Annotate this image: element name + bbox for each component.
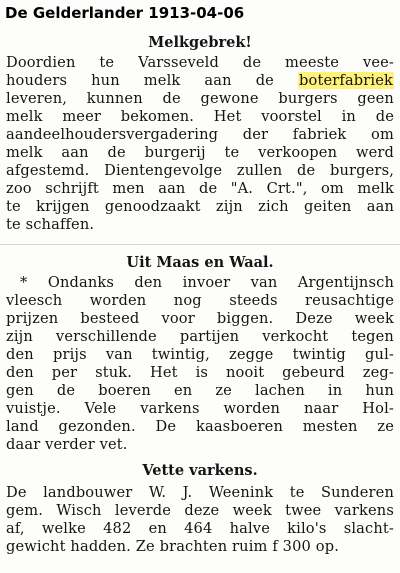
- article-3-title: Vette varkens.: [142, 462, 258, 479]
- article-2-line-6: den per stuk. Het is nooit gebeurd zeg-: [6, 364, 394, 381]
- article-2-line-8: vuistje. Vele varkens worden naar Hol-: [6, 400, 394, 417]
- article-1-line-5: aandeelhoudersvergadering der fabriek om: [6, 126, 394, 143]
- article-2-line-7: gen de boeren en ze lachen in hun: [6, 382, 394, 399]
- article-3-line-3: af, welke 482 en 464 halve kilo's slacht-: [6, 520, 394, 537]
- article-1-line-6: melk aan de burgerij te verkoopen werd: [6, 144, 394, 161]
- highlighted-term: boterfabriek: [299, 72, 394, 89]
- article-1-line-9: te krijgen genoodzaakt zijn zich geiten aan: [6, 198, 394, 215]
- clipping-header: De Gelderlander 1913-04-06: [5, 4, 245, 22]
- article-3-line-1: De landbouwer W. J. Weenink te Sunderen: [6, 484, 394, 501]
- article-3-line-4: gewicht hadden. Ze brachten ruim f 300 op.: [6, 538, 339, 555]
- article-2-line-1: * Ondanks den invoer van Argentijnsch: [20, 274, 394, 291]
- article-1-title: Melkgebrek!: [148, 34, 252, 51]
- article-3-line-2: gem. Wisch leverde deze week twee varkens: [6, 502, 394, 519]
- article-2-title: Uit Maas en Waal.: [126, 254, 274, 271]
- article-1-line-10: te schaffen.: [6, 216, 95, 233]
- article-2-line-10: daar verder vet.: [6, 436, 128, 453]
- article-1-line-7: afgestemd. Dientengevolge zullen de burgers,: [6, 162, 394, 179]
- article-2-line-4: zijn verschillende partijen verkocht tegen: [6, 328, 394, 345]
- article-2-line-2: vleesch worden nog steeds reusachtige: [6, 292, 394, 309]
- article-1-line-2-text: houders hun melk aan de: [6, 72, 274, 89]
- article-2-line-5: den prijs van twintig, zegge twintig gul-: [6, 346, 394, 363]
- article-1-line-1: Doordien te Varsseveld de meeste vee-: [6, 54, 394, 71]
- article-2-line-3: prijzen besteed voor biggen. Deze week: [6, 310, 394, 327]
- article-1-line-2: [6, 72, 394, 90]
- article-1-line-8: zoo schrijft men aan de "A. Crt.", om melk: [6, 180, 394, 197]
- article-1-line-4: melk meer bekomen. Het voorstel in de: [6, 108, 394, 125]
- article-2-line-9: land gezonden. De kaasboeren mesten ze: [6, 418, 394, 435]
- article-1-line-3: leveren, kunnen de gewone burgers geen: [6, 90, 394, 107]
- article-divider-1: [0, 244, 400, 245]
